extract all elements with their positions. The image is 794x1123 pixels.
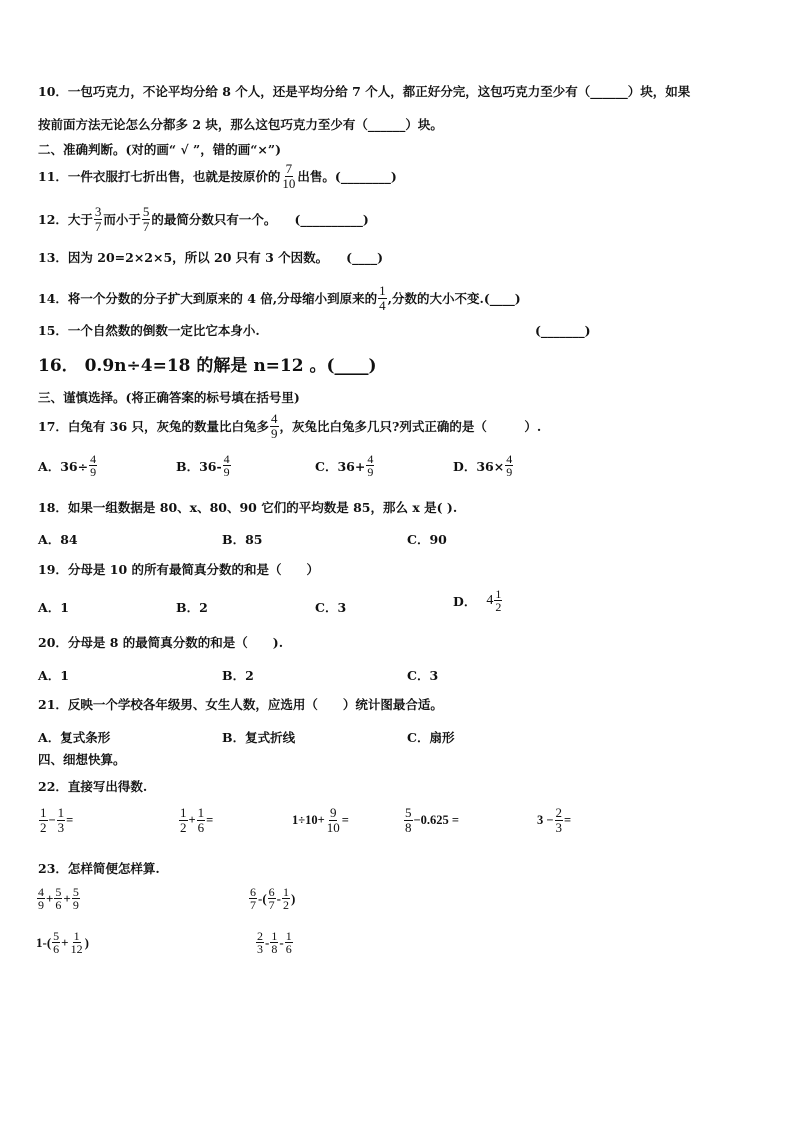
q12	[38, 205, 369, 234]
q15-blank[interactable]: (_______)	[535, 323, 591, 338]
q12-fraction-1: $\frac{3}{7}$	[94, 204, 102, 234]
q17-option-c[interactable]: C．36+ $\frac{4}{9}$	[315, 452, 374, 479]
q11-pre: 11．一件衣服打七折出售，也就是按原价的	[38, 168, 281, 184]
q19-option-a[interactable]: A．1	[38, 600, 69, 615]
q14	[38, 284, 521, 313]
q17	[38, 412, 541, 441]
q22-expression-2: $\frac{1}{2}$ + $\frac{1}{6}$ =	[180, 805, 214, 835]
q18-option-b[interactable]: B．85	[222, 532, 263, 547]
q10-line2: 按前面方法无论怎么分都多 2 块，那么这包巧克力至少有（______）块。	[38, 117, 443, 132]
q23-expression-3: 1-( $\frac{5}{6}$ + $\frac{1}{12}$ )	[36, 929, 89, 956]
q19-option-b[interactable]: B．2	[176, 600, 208, 615]
q12-fraction-2: $\frac{5}{7}$	[142, 204, 150, 234]
q11-fraction: $\frac{7}{10}$	[282, 161, 296, 191]
q11	[38, 162, 397, 191]
q11-post: 出售。(________)	[297, 168, 397, 184]
q12-mid: 而小于	[103, 211, 141, 227]
q23-expression-2: $\frac{6}{7}$ -( $\frac{6}{7}$ - $\frac{1}{2}$ )	[250, 885, 296, 912]
q17-fraction: $\frac{4}{9}$	[271, 411, 278, 441]
q13	[38, 250, 383, 266]
q19-option-c[interactable]: C．3	[315, 600, 347, 615]
q19-option-d[interactable]: D． 4 $\frac{1}{2}$	[453, 587, 502, 614]
q18-option-c[interactable]: C．90	[407, 532, 447, 547]
q13-blank[interactable]: (____)	[346, 250, 383, 265]
section4-heading: 四、细想快算。	[38, 752, 126, 767]
q23-expression-1: $\frac{4}{9}$ + $\frac{5}{6}$ + $\frac{5}{9}$	[38, 885, 79, 912]
section3-heading: 三、谨慎选择。(将正确答案的标号填在括号里)	[38, 390, 300, 405]
q17-option-a[interactable]: A．36÷ $\frac{4}{9}$	[38, 452, 97, 479]
q22-expression-4: $\frac{5}{8}$ −0.625 =	[405, 805, 459, 835]
q20-option-a[interactable]: A．1	[38, 668, 69, 683]
q19-text: 19．分母是 10 的所有最简真分数的和是（ ）	[38, 562, 319, 577]
q22-expression-1: $\frac{1}{2}$ − $\frac{1}{3}$ =	[40, 805, 74, 835]
q23-title: 23．怎样简便怎样算.	[38, 861, 160, 876]
q18-option-a[interactable]: A．84	[38, 532, 78, 547]
q12-blank[interactable]: (__________)	[294, 211, 369, 227]
q21-option-c[interactable]: C．扇形	[407, 730, 455, 745]
q21-option-b[interactable]: B．复式折线	[222, 730, 296, 745]
q17-option-b[interactable]: B．36- $\frac{4}{9}$	[176, 452, 230, 479]
q23-expression-4: $\frac{2}{3}$ - $\frac{1}{8}$ - $\frac{1}{6}$	[257, 929, 292, 956]
section2-heading: 二、准确判断。(对的画“ √ ”，错的画“×”)	[38, 142, 281, 157]
q20-option-b[interactable]: B．2	[222, 668, 254, 683]
q17-post: ，灰兔比白兔多几只?列式正确的是（ ）.	[279, 418, 542, 434]
q12-pre: 12．大于	[38, 211, 93, 227]
q22-expression-5: 3 − $\frac{2}{3}$ =	[537, 805, 572, 835]
q15-text: 15．一个自然数的倒数一定比它本身小.	[38, 323, 260, 338]
q12-post: 的最简分数只有一个。	[151, 211, 277, 227]
q17-option-d[interactable]: D．36× $\frac{4}{9}$	[453, 452, 513, 479]
q22-expression-3: 1÷10+ $\frac{9}{10}$ =	[292, 805, 349, 835]
q21-option-a[interactable]: A．复式条形	[38, 730, 111, 745]
q10-line1: 10．一包巧克力，不论平均分给 8 个人，还是平均分给 7 个人，都正好分完，这包巧克力至少有（______）块，如果	[38, 84, 691, 99]
q16-text: 16． 0.9n÷4=18 的解是 n=12 。(____)	[38, 356, 377, 376]
q13-text: 13．因为 20=2×2×5，所以 20 只有 3 个因数。	[38, 250, 329, 265]
q17-pre: 17．白兔有 36 只，灰兔的数量比白兔多	[38, 418, 269, 434]
q20-option-c[interactable]: C．3	[407, 668, 439, 683]
q14-post: ,分数的大小不变.(____)	[387, 290, 521, 306]
q22-title: 22．直接写出得数.	[38, 779, 148, 794]
q20-text: 20．分母是 8 的最简真分数的和是（ ).	[38, 635, 284, 650]
q21-text: 21．反映一个学校各年级男、女生人数，应选用（ ）统计图最合适。	[38, 697, 443, 712]
q18-text: 18．如果一组数据是 80、x、80、90 它们的平均数是 85，那么 x 是( ).	[38, 500, 458, 515]
q14-pre: 14．将一个分数的分子扩大到原来的 4 倍,分母缩小到原来的	[38, 290, 378, 306]
q14-fraction: $\frac{1}{4}$	[379, 283, 386, 313]
